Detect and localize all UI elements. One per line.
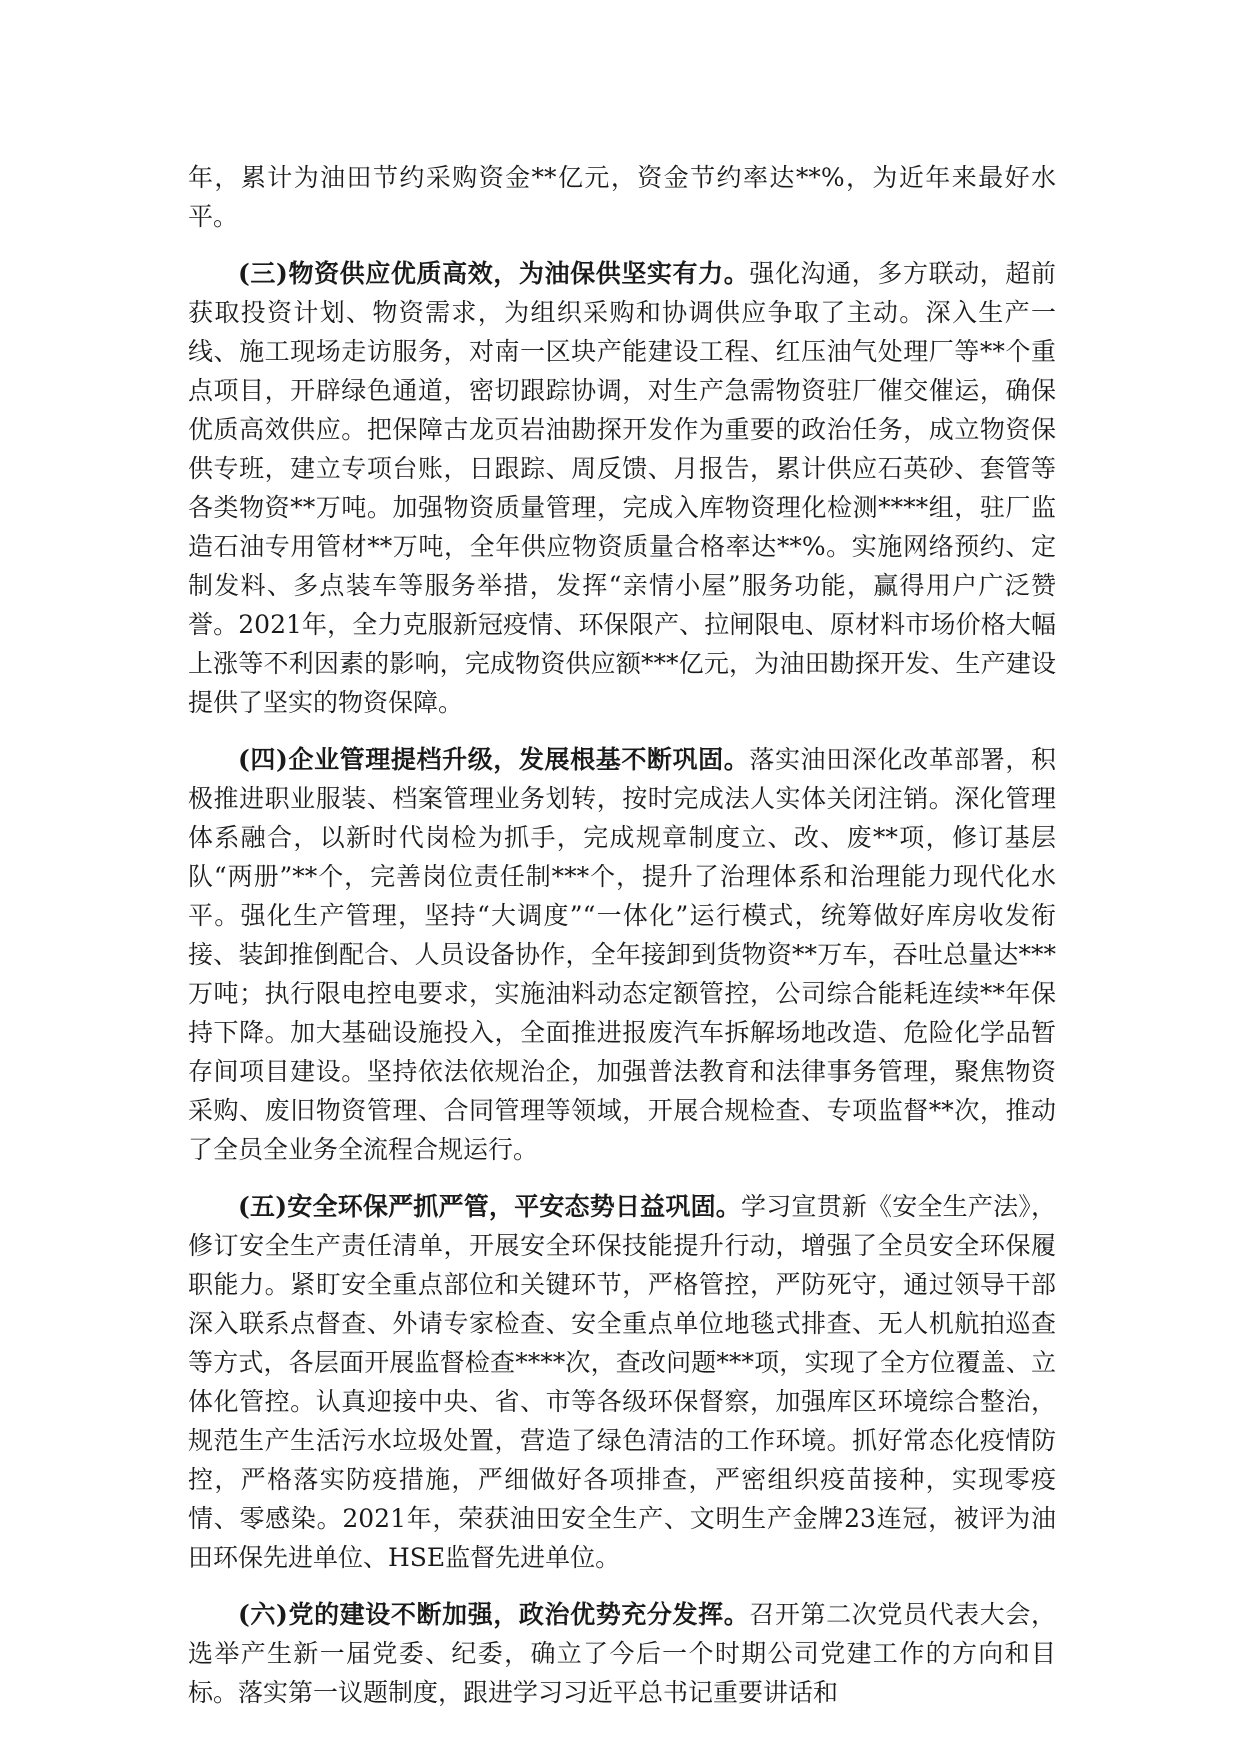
paragraph-heading: (五)安全环保严抓严管，平安态势日益巩固。 [238,1192,741,1221]
paragraph-heading: (四)企业管理提档升级，发展根基不断巩固。 [238,745,750,774]
paragraph-body: 强化沟通，多方联动，超前获取投资计划、物资需求，为组织采购和协调供应争取了主动。深入生产一线、施工现场走访服务，对南一区块产能建设工程、红压油气处理厂等**个重点项目，开辟绿色通道，密切跟踪协调，对生产急需物资驻厂催交催运，确保优质高效供应。把保障古龙页岩油勘探开发作为重要的政治任务，成立物资保供专班，建立专项台账，日跟踪、周反馈、月报告，累计供应石英砂、套管等各类物资**万吨。加强物资质量管理，完成入库物资理化检测****组，驻厂监造石油专用管材**万吨，全年供应物资质量合格率达**%。实施网络预约、定制发料、多点装车等服务举措，发挥“亲情小屋”服务功能，赢得用户广泛赞誉。2021年，全力克服新冠疫情、环保限产、拉闸限电、原材料市场价格大幅上涨等不利因素的影响，完成物资供应额***亿元，为油田勘探开发、生产建设提供了坚实的物资保障。 [188,259,1056,717]
paragraph-party-building [188,1595,1056,1712]
paragraph-body: 落实油田深化改革部署，积极推进职业服装、档案管理业务划转，按时完成法人实体关闭注销。深化管理体系融合，以新时代岗检为抓手，完成规章制度立、改、废**项，修订基层队“两册”**个，完善岗位责任制***个，提升了治理体系和治理能力现代化水平。强化生产管理，坚持“大调度”“一体化”运行模式，统筹做好库房收发衔接、装卸推倒配合、人员设备协作，全年接卸到货物资**万车，吞吐总量达***万吨；执行限电控电要求，实施油料动态定额管控，公司综合能耗连续**年保持下降。加大基础设施投入，全面推进报废汽车拆解场地改造、危险化学品暂存间项目建设。坚持依法依规治企，加强普法教育和法律事务管理，聚焦物资采购、废旧物资管理、合同管理等领域，开展合规检查、专项监督**次，推动了全员全业务全流程合规运行。 [188,745,1056,1164]
paragraph-enterprise-management [188,740,1056,1169]
paragraph-safety-environment [188,1187,1056,1577]
paragraph-heading: (三)物资供应优质高效，为油保供坚实有力。 [238,259,750,288]
paragraph-heading: (六)党的建设不断加强，政治优势充分发挥。 [238,1600,750,1629]
paragraph-material-supply [188,254,1056,722]
paragraph-procurement-savings [188,158,1056,236]
paragraph-body: 年，累计为油田节约采购资金**亿元，资金节约率达**%，为近年来最好水平。 [188,163,1056,231]
paragraph-body: 召开第二次党员代表大会，选举产生新一届党委、纪委，确立了今后一个时期公司党建工作的方向和目标。落实第一议题制度，跟进学习习近平总书记重要讲话和 [188,1600,1056,1707]
document-page [188,158,1056,1730]
paragraph-body: 学习宣贯新《安全生产法》，修订安全生产责任清单，开展安全环保技能提升行动，增强了全员安全环保履职能力。紧盯安全重点部位和关键环节，严格管控，严防死守，通过领导干部深入联系点督查、外请专家检查、安全重点单位地毯式排查、无人机航拍巡查等方式，各层面开展监督检查****次，查改问题***项，实现了全方位覆盖、立体化管控。认真迎接中央、省、市等各级环保督察，加强库区环境综合整治，规范生产生活污水垃圾处置，营造了绿色清洁的工作环境。抓好常态化疫情防控，严格落实防疫措施，严细做好各项排查，严密组织疫苗接种，实现零疫情、零感染。2021年，荣获油田安全生产、文明生产金牌23连冠，被评为油田环保先进单位、HSE监督先进单位。 [188,1192,1056,1572]
